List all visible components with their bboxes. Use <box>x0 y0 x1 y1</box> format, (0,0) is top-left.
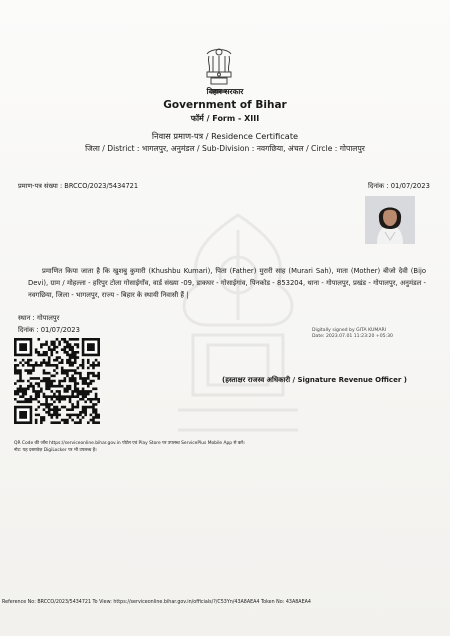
place-label: स्थान : गोपालपुर <box>18 314 60 322</box>
qr-finder-pattern <box>14 338 32 356</box>
qr-finder-pattern <box>14 406 32 424</box>
qr-note-line-1: QR Code की जाँच https://serviceonline.bihar.gov.in पोर्टल एवं Play Store पर उपलब्ध ServicePlus Mobile App से करें। <box>14 441 245 446</box>
certificate-paragraph: प्रमाणित किया जाता है कि खुशबु कुमारी (Khushbu Kumari), पिता (Father) मुरारी साह (Murari Sah), माता (Mother) बीजो देवी (Bijo Devi), ग्राम / मोहल्ला - हरिपुर टोला गोसाईगाँव, वार्ड संख्या -09, डाकघर - गोसाईगांव, पिनकोड - 853204, थाना - गोपालपुर, प्रखंड - गोपालपुर, अनुमंडल - नवगछिया, जिला - भागलपुर, राज्य - बिहार के स्थायी निवासी हैं | <box>28 267 426 299</box>
bihar-emblem-watermark <box>148 195 328 455</box>
qr-note-line-2: नोट: यह दस्तावेज़ DigiLocker पर भी उपलब्ध है। <box>14 448 97 453</box>
officer-signature-label: (हस्ताक्षर राजस्व अधिकारी / Signature Revenue Officer ) <box>222 376 407 384</box>
digital-signature <box>312 328 393 340</box>
certificate-number: प्रमाण-पत्र संख्या : BRCCO/2023/5434721 <box>18 182 139 190</box>
certificate-title: निवास प्रमाण-पत्र / Residence Certificate <box>151 131 299 141</box>
form-number: फॉर्म / Form - XIII <box>190 114 260 123</box>
digital-signature-line-1: Digitally signed by GITA KUMARI <box>312 328 387 333</box>
qr-code <box>14 338 100 424</box>
district-line: जिला / District : भागलपुर, अनुमंडल / Sub-Division : नवगछिया, अंचल / Circle : गोपालपुर <box>85 144 365 153</box>
certificate-date: दिनांक : 01/07/2023 <box>368 182 430 190</box>
government-title: Government of Bihar <box>163 99 287 111</box>
qr-finder-pattern <box>82 338 100 356</box>
digital-signature-line-2: Date: 2023.07.01 11:23:20 +05:30 <box>312 334 393 339</box>
applicant-photo <box>365 196 415 244</box>
certificate-body <box>28 266 426 301</box>
hindi-government-title: बिहार सरकार <box>206 87 244 96</box>
place-date: दिनांक : 01/07/2023 <box>18 326 80 334</box>
footer-reference: Reference No: BRCCO/2023/5434721 To View: https://serviceonline.bihar.gov.in/officials/?/C53Yn/43A8AEA4 Token No: 43A8AEA4 <box>2 600 311 605</box>
